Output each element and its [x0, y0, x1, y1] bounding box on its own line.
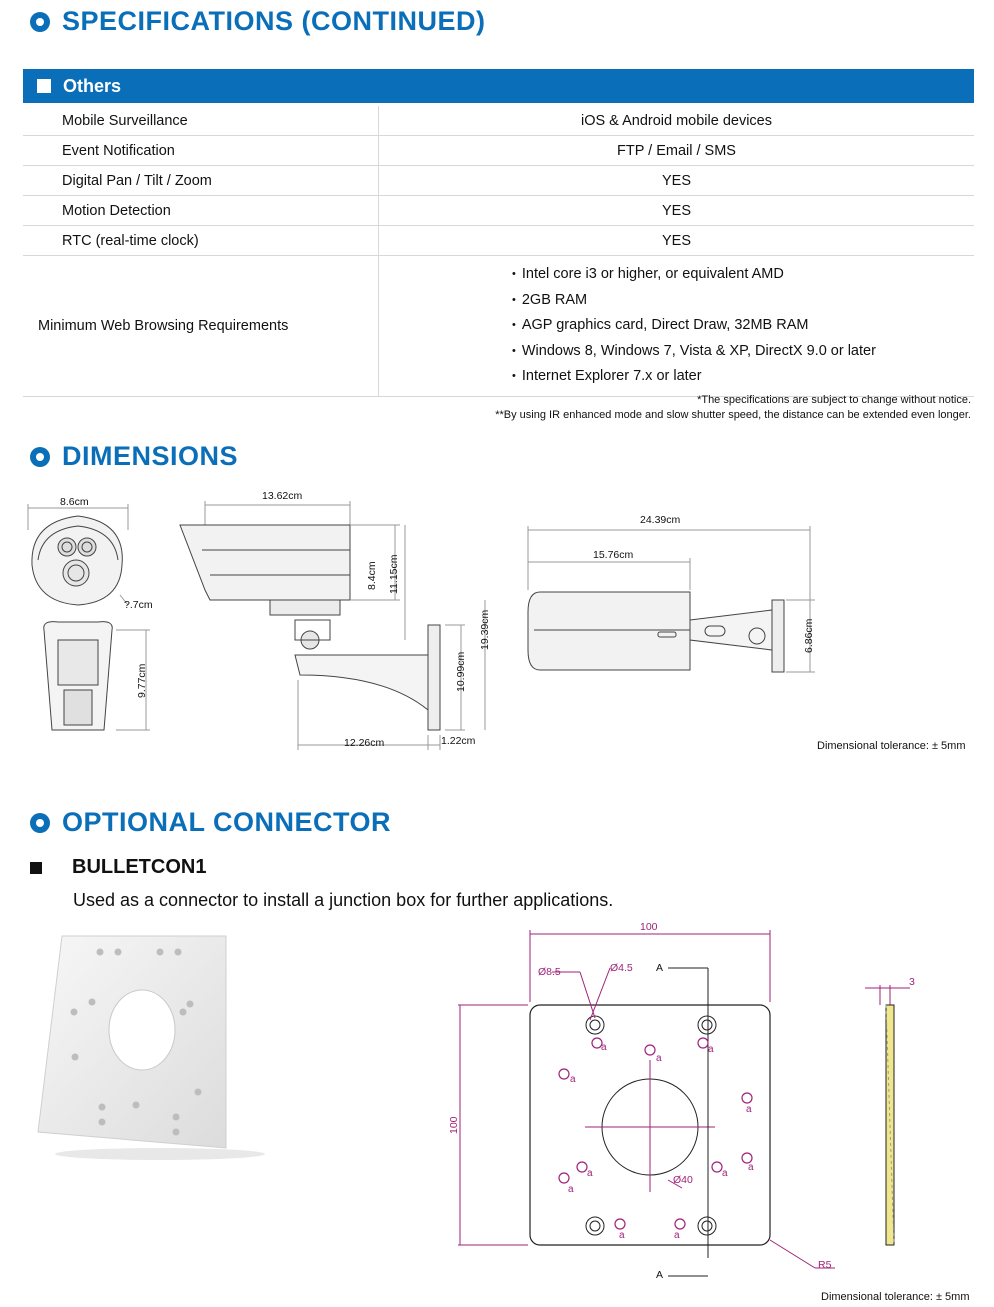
row-label: Minimum Web Browsing Requirements: [23, 256, 379, 397]
list-item: • AGP graphics card, Direct Draw, 32MB RAM: [512, 313, 974, 339]
side-top-label: 13.62cm: [262, 490, 303, 502]
section-a-bottom-label: A: [656, 1269, 664, 1281]
side-h2-label: 11.15cm: [388, 554, 400, 594]
row-value: iOS & Android mobile devices: [379, 106, 975, 136]
row-value: FTP / Email / SMS: [379, 136, 975, 166]
circle-bullet-icon: [30, 12, 50, 32]
row-label: Mobile Surveillance: [23, 106, 379, 136]
table-row: [23, 226, 974, 256]
front-height-label: 9.77cm: [136, 663, 148, 698]
hole-large-label: Ø8.5: [538, 966, 561, 978]
top-total-label: 24.39cm: [640, 514, 681, 526]
list-item: • Windows 8, Windows 7, Vista & XP, DirectX 9.0 or later: [512, 339, 974, 365]
hole-mark: a: [674, 1230, 680, 1241]
front-offset-label: ?.7cm: [124, 599, 153, 611]
list-item: • 2GB RAM: [512, 288, 974, 314]
top-plate-label: 6.86cm: [803, 618, 815, 653]
row-value: YES: [379, 196, 975, 226]
section-a-top-label: A: [656, 962, 664, 974]
row-value: [379, 256, 975, 397]
dimensions-tolerance: Dimensional tolerance: ± 5mm: [817, 740, 966, 752]
spec-continued-title: SPECIFICATIONS (CONTINUED): [62, 6, 486, 36]
list-item: • Intel core i3 or higher, or equivalent AMD: [512, 262, 974, 288]
row-label: RTC (real-time clock): [23, 226, 379, 256]
side-plate-label: 1.22cm: [441, 735, 476, 747]
table-row: [23, 166, 974, 196]
hole-small-label: Ø4.5: [610, 962, 633, 974]
row-label: Digital Pan / Tilt / Zoom: [23, 166, 379, 196]
circle-bullet-icon: [30, 447, 50, 467]
drawing-height-label: 100: [448, 1116, 460, 1134]
connector-heading: [30, 807, 391, 838]
drawing-width-label: 100: [640, 921, 658, 933]
product-description: Used as a connector to install a junction box for further applications.: [73, 890, 614, 910]
side-arm-label: 12.26cm: [344, 737, 385, 749]
spec-continued-heading: [30, 6, 486, 37]
others-table: [23, 106, 974, 397]
row-value: YES: [379, 226, 975, 256]
hole-mark: a: [570, 1074, 576, 1085]
circle-bullet-icon: [30, 813, 50, 833]
side-h1-label: 8.4cm: [366, 561, 378, 590]
hole-mark: a: [748, 1162, 754, 1173]
note-ir-mode: **By using IR enhanced mode and slow shutter speed, the distance can be extended even longer.: [495, 409, 971, 421]
camera-top-view-drawing: [520, 520, 820, 690]
product-name: BULLETCON1: [72, 856, 207, 878]
hole-mark: a: [619, 1230, 625, 1241]
table-row: [23, 106, 974, 136]
connector-plate-image: [30, 932, 270, 1172]
side-total-height-label: 19.39cm: [479, 609, 491, 650]
table-row: [23, 136, 974, 166]
hole-mark: a: [746, 1104, 752, 1115]
hole-mark: a: [708, 1044, 714, 1055]
connector-title: OPTIONAL CONNECTOR: [62, 807, 392, 837]
camera-front-view-drawing: [20, 490, 160, 740]
top-body-label: 15.76cm: [593, 549, 634, 561]
table-row: [23, 196, 974, 226]
hole-mark: a: [587, 1168, 593, 1179]
square-bullet-icon: [37, 79, 51, 93]
connector-technical-drawing: [440, 920, 980, 1290]
requirements-list: [379, 256, 974, 396]
hole-mark: a: [601, 1042, 607, 1053]
connector-tolerance: Dimensional tolerance: ± 5mm: [821, 1291, 970, 1303]
square-bullet-icon: [30, 862, 42, 874]
side-mount-height-label: 10.99cm: [455, 651, 467, 692]
hole-mark: a: [722, 1168, 728, 1179]
front-width-label: 8.6cm: [60, 496, 89, 508]
dimensions-title: DIMENSIONS: [62, 441, 239, 471]
hole-mark: a: [568, 1184, 574, 1195]
corner-radius-label: R5: [818, 1259, 832, 1271]
row-value: YES: [379, 166, 975, 196]
product-heading: [30, 856, 206, 879]
row-label: Motion Detection: [23, 196, 379, 226]
note-spec-change: *The specifications are subject to change without notice.: [697, 394, 971, 406]
center-hole-label: Ø40: [673, 1174, 693, 1186]
row-label: Event Notification: [23, 136, 379, 166]
others-label: Others: [63, 75, 122, 96]
hole-mark: a: [656, 1053, 662, 1064]
camera-side-view-drawing: [180, 495, 500, 755]
dimensions-heading: [30, 441, 238, 472]
table-row-web-requirements: [23, 256, 974, 397]
thickness-label: 3: [909, 976, 915, 988]
list-item: • Internet Explorer 7.x or later: [512, 364, 974, 390]
others-band: [23, 69, 974, 103]
